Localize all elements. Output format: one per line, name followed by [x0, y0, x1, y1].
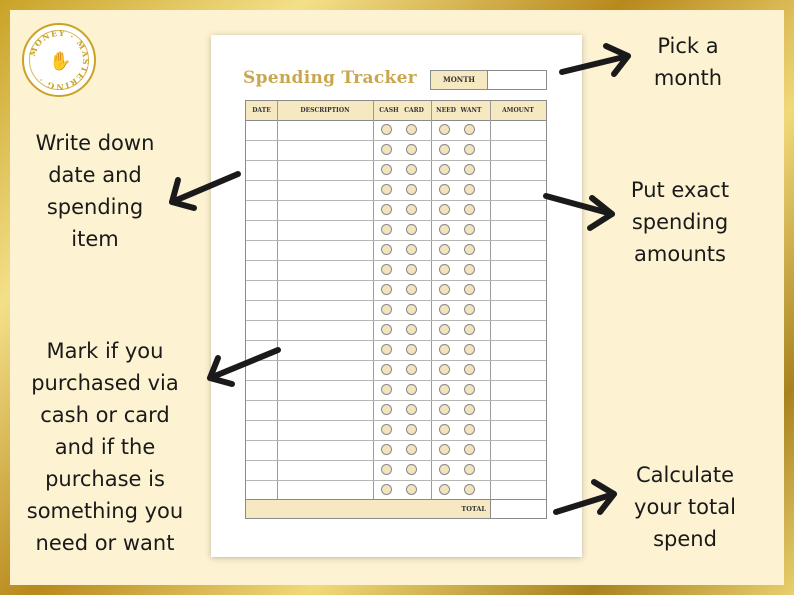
note-write-date: Write down date and spending item — [35, 131, 155, 251]
note-exact-amounts: Put exact spending amounts — [630, 178, 730, 266]
col-cash: CASH — [379, 107, 399, 114]
col-want: WANT — [460, 107, 482, 114]
tracker-title: Spending Tracker — [243, 68, 417, 88]
col-date: DATE — [252, 107, 271, 114]
col-card: CARD — [404, 107, 424, 114]
hand-coin-icon: ✋ — [49, 51, 72, 72]
month-label: MONTH — [430, 70, 488, 90]
arrow-date-shaft — [172, 174, 238, 202]
note-total-spend: Calculate your total spend — [634, 463, 736, 551]
col-amount: AMOUNT — [502, 107, 534, 114]
svg-text:MONEY · MASTERING ·: MONEY · MASTERING · — [27, 27, 92, 93]
arrow-mark-shaft — [210, 350, 278, 378]
col-need: NEED — [436, 107, 456, 114]
total-label: TOTAL — [461, 505, 486, 513]
note-mark-payment: Mark if you purchased via cash or card and if the purchase is something you need or want — [26, 339, 184, 555]
note-pick-month: Pick a month — [653, 34, 723, 90]
col-description: DESCRIPTION — [300, 107, 350, 114]
